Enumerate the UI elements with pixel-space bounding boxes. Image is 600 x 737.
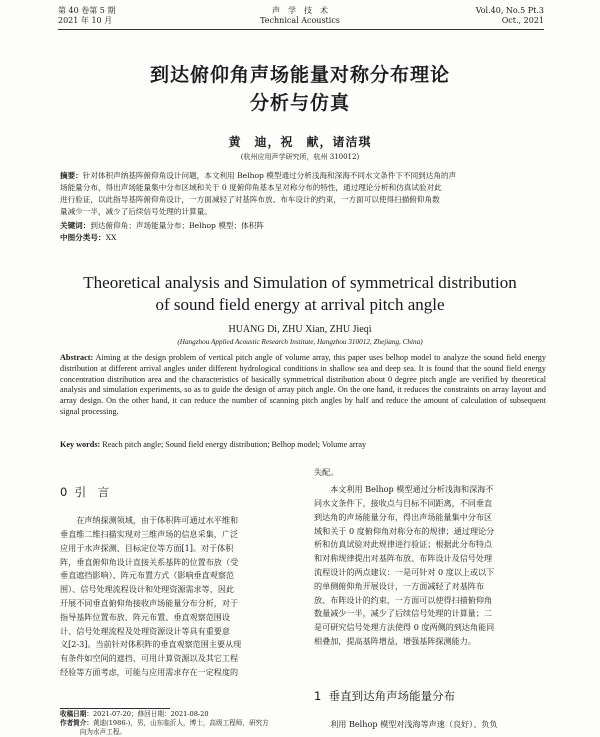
body-line: 围）、信号处理流程设计和处理资源需求等，因此 — [60, 584, 235, 595]
abstract-cn-label: 摘要： — [60, 171, 83, 180]
body-line: 数量减少一半，减少了后续信号处理的计算量；二 — [314, 608, 493, 619]
header-rule — [58, 29, 544, 30]
abstract-cn-line: 进行验证，以此指导基阵俯仰角设计，一方面减轻了对基阵布放、布车设计的约束，一方面可以使得扫描俯仰角数 — [60, 195, 440, 204]
clc-label: 中图分类号： — [60, 233, 106, 242]
authors-cn: 黄 迪，祝 献，诸洁琪 — [228, 135, 372, 149]
paper-title-cn-line2: 分析与仿真 — [249, 92, 350, 114]
body-line: 应用于水声探测、目标定位等方面[1]。对于体积 — [60, 542, 234, 553]
right-column-lead: 失配。 — [314, 467, 339, 477]
body-line: 在声纳探测领域，由于体积阵可通过水平维和 — [76, 515, 239, 525]
abstract-en-text: Aiming at the design problem of vertical pitch angle of volume array, this paper uses belhop model to analyze the sound field energy distribution at different arrival angles under different hydrological conditions in shallow sea and deep sea. It is found that the sound field energy concentration distribution area and the characteristics of basically symmetrical distribution about 0 degree pitch angle are verified by theoretical analysis and simulation experiments, so as to guide the design of array pitch angle. On the one hand, it reduces the constraints on array layout and array design. On the other hand, it can reduce the number of scanning pitch angles by half and reduce the amount of calculation of subsequent signal processing. — [60, 353, 546, 416]
abstract-cn — [60, 170, 544, 244]
affiliation-en: (Hangzhou Applied Acoustic Research Institute, Hangzhou 310012, Zhejiang, China) — [177, 338, 423, 346]
body-line: 同水文条件下，接收点与目标不同距离，不同垂直 — [314, 498, 493, 508]
body-line: 到达角的声场能量分布，得出声场能量集中分布区 — [314, 511, 493, 522]
abstract-cn-line: 场能量分布，得出声场能量集中分布区域和关于 0 度俯仰角基本呈对称分布的特性，通过理论分析和仿真试验对此 — [60, 183, 442, 192]
body-line: 的单侧俯仰角开展设计，一方面减轻了对基阵布 — [314, 580, 484, 591]
intro-paragraph-cont — [60, 528, 292, 680]
body-line: 经验等方面考虑，可能与应用需求存在一定程度的 — [60, 666, 239, 677]
body-line: 阵，垂直俯仰角设计直接关系基阵的位置布放（受 — [60, 556, 239, 567]
journal-name-cn: 声 学 技 术 — [272, 6, 328, 15]
footnote-text: 黄迪(1986-)，男，山东临沂人，博士，高级工程师，研究方 — [92, 719, 269, 727]
body-line: 有条件如空间的遮挡、可用计算资源以及其它工程 — [60, 653, 239, 664]
section-heading-1 — [314, 688, 546, 704]
footnote-text: 2021-07-20；修回日期：2021-08-20 — [92, 710, 209, 718]
section-title: 垂直到达角声场能量分布 — [328, 689, 456, 703]
keywords-en: Reach pitch angle; Sound field energy distribution; Belhop model; Volume array — [102, 440, 367, 449]
body-line: 和对称规律提出对基阵布放、布阵设计及信号处理 — [314, 553, 493, 564]
body-line: 放、布阵设计的约束，一方面可以使得扫描俯仰角 — [314, 594, 493, 605]
body-paragraph-cont — [314, 497, 546, 649]
abstract-cn-line: 量减少一半，减少了后续信号处理的计算量。 — [60, 207, 212, 216]
footnote-rule — [60, 708, 170, 709]
paper-title-cn-line1: 到达俯仰角声场能量对称分布理论 — [149, 64, 450, 86]
clc-number: XX — [105, 233, 117, 242]
keywords-en-line — [60, 440, 546, 451]
affiliation-cn: (杭州应用声学研究所，杭州 310012) — [240, 153, 360, 161]
abstract-cn-line: 针对体积声纳基阵俯仰角设计问题，本文利用 Belhop 模型通过分析浅海和深海不同水文条件下不同到达角的声 — [82, 171, 457, 180]
keywords-en-label: Key words: — [60, 440, 101, 449]
abstract-en-label: Abstract: — [60, 353, 94, 362]
body-line: 计、信号处理流程及处理资源设计等具有重要意 — [60, 625, 230, 636]
journal-volume-en: Vol.40, No.5 Pt.3 — [475, 6, 544, 15]
keywords-cn-label: 关键词： — [60, 221, 91, 230]
keywords-cn: 到达俯仰角；声场能量分布；Belhop 模型；体积阵 — [90, 221, 264, 230]
authors-en: HUANG Di, ZHU Xian, ZHU Jieqi — [228, 324, 372, 335]
journal-volume: 第 40 卷第 5 期 — [58, 6, 116, 15]
body-line: 义[2-3]。当前针对体积阵的垂直观察范围主要从现 — [60, 639, 242, 650]
body-line: 是可研究信号处理方法使得 0 度两侧的到达角能同 — [314, 622, 495, 633]
journal-date: 2021 年 10 月 — [58, 16, 113, 25]
journal-date-en: Oct., 2021 — [501, 16, 544, 25]
abstract-en — [60, 353, 546, 418]
body-line: 流程设计的两点建议：一是可针对 0 度以上或以下 — [314, 566, 495, 577]
journal-name-en: Technical Acoustics — [260, 16, 340, 25]
section1-paragraph: 利用 Belhop 模型对浅海等声速（良好）、负负 — [330, 719, 498, 729]
paper-title-en-line2: of sound field energy at arrival pitch angle — [155, 295, 445, 314]
footnote — [60, 710, 292, 737]
body-line: 垂直维二维扫描实现对三维声场的信息采集，广泛 — [60, 529, 239, 539]
paper-title-en-line1: Theoretical analysis and Simulation of symmetrical distribution — [83, 273, 517, 292]
body-line: 本文利用 Belhop 模型通过分析浅海和深海不 — [330, 484, 494, 494]
footnote-text: 向为水声工程。 — [79, 728, 126, 736]
body-paragraph — [314, 483, 546, 497]
section-title: 引 言 — [74, 485, 110, 499]
body-line: 开展不同垂直俯仰角接收声场能量分布分析，对于 — [60, 597, 239, 608]
footnote-label: 作者简介： — [60, 719, 93, 727]
body-line: 指导基阵位置布放、阵元布置、垂直观察范围设 — [60, 611, 230, 622]
section-number: 0 — [60, 485, 68, 499]
section-number: 1 — [314, 689, 322, 703]
body-line: 域和关于 0 度俯仰角对称分布的规律；通过理论分 — [314, 525, 495, 536]
footnote-label: 收稿日期： — [60, 710, 93, 718]
body-line: 相叠加，提高基阵增益，增强基阵探测能力。 — [314, 635, 476, 646]
running-header-right — [476, 6, 544, 26]
section-heading-introduction — [60, 484, 292, 500]
body-line: 垂直遮挡影响）、阵元布置方式（影响垂直观察范 — [60, 570, 235, 581]
body-line: 析和仿真试验对此规律进行验证；根据此分布特点 — [314, 539, 493, 550]
intro-paragraph — [60, 514, 292, 528]
